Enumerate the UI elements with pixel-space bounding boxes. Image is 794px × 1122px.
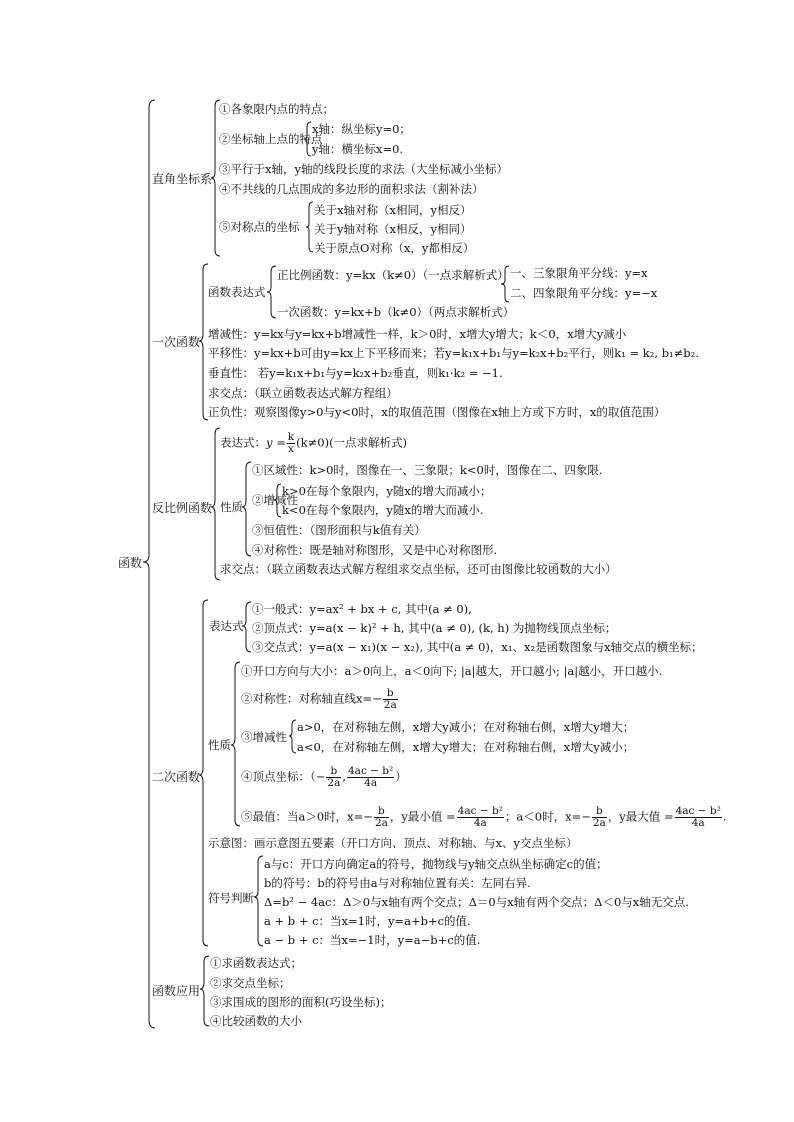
quad-sign-4: a + b + c：当x=1时，y=a+b+c的值.: [264, 914, 471, 928]
quad-intercept-form: ③交点式：y=a(x − x₁)(x − x₂), 其中(a ≠ 0)，x₁、x₂是函数图象与x轴交点的横坐标；: [252, 640, 703, 654]
rect-sym-o: 关于原点O对称（x，y都相反）: [314, 241, 475, 255]
quad-vtx-frac1: [326, 766, 341, 789]
inverse-expr: [220, 432, 407, 455]
quad-nature-label: 性质: [208, 738, 231, 752]
quad-mono-2: a<0，在对称轴左侧，x增大y增大；在对称轴右侧，x增大y减小；: [297, 740, 635, 754]
quad-sign-3: Δ=b² − 4ac：Δ＞0与x轴有两个交点；Δ＝0与x轴有两个交点；Δ＜0与x轴无交点.: [264, 895, 689, 909]
quad-sign-2: b的符号：b的符号由a与对称轴位置有关：左同右异.: [264, 876, 531, 890]
inverse-mono-label: ②增减性: [252, 493, 298, 507]
quad-max-d: ，y最大值 =: [607, 809, 674, 824]
inverse-mono-1: k>0在每个象限内，y随x的增大而减小；: [282, 484, 492, 498]
quad-general: ①一般式：y=ax² + bx + c, 其中(a ≠ 0),: [252, 602, 472, 616]
quad-max-frac4: [675, 806, 722, 829]
quad-max-n2: 4ac − b²: [457, 805, 503, 817]
quad-sign-label: 符号判断: [208, 891, 254, 905]
inverse-nature-label: 性质: [220, 500, 243, 514]
linear-inter: 求交点：（联立函数表达式解方程组）: [208, 386, 398, 400]
quad-mono-1: a>0，在对称轴左侧，x增大y减小；在对称轴右侧，x增大y增大；: [297, 720, 635, 734]
quad-axis: [241, 688, 399, 711]
quad-expr-label: 表达式: [209, 619, 244, 633]
quad-max-a: ⑤最值：当a＞0时，x=−: [241, 809, 373, 824]
quad-sketch: 示意图：画示意图五要素（开口方向、顶点、对称轴、与x、y交点坐标）: [208, 836, 578, 850]
linear-mono: 增减性：y=kx与y=kx+b增减性一样，k＞0时，x增大y增大；k＜0，x增大y减小: [208, 327, 627, 341]
inverse-sym: ④对称性：既是轴对称图形，又是中心对称图形.: [252, 543, 498, 557]
inverse-den: x: [288, 443, 294, 455]
quad-sign-1: a与c：开口方向确定a的符号，抛物线与y轴交点纵坐标确定c的值；: [264, 857, 608, 871]
rect-sym-x: 关于x轴对称（x相同，y相反）: [314, 203, 472, 217]
quad-vtx-n1: b: [326, 766, 341, 778]
quad-vtx-n2: 4ac − b²: [348, 765, 394, 777]
inverse-expr-post: (k≠0)(一点求解析式): [296, 435, 408, 450]
app-item-3: ③求围成的图形的面积(巧设坐标)；: [210, 995, 392, 1009]
quad-mono-label: ③增减性: [241, 730, 287, 744]
rect-item-4: ④不共线的几点围成的多边形的面积求法（割补法）: [219, 182, 484, 196]
quad-max-d3: 2a: [592, 817, 606, 829]
linear-quad13: 一、三象限角平分线：y=x: [510, 266, 648, 280]
inverse-fraction: [287, 432, 295, 455]
quad-max-n1: b: [374, 806, 389, 818]
quad-vertex-coord: ④顶点坐标：（− $\frac{b}{2a}$ , $\frac{\text{4ac − b²}}{4a}$ ）: [241, 765, 407, 789]
quad-max-b: ，y最小值 =: [389, 809, 456, 824]
app-label: 函数应用: [152, 984, 201, 998]
quad-vtx-pre: ④顶点坐标：（−: [241, 769, 326, 784]
rect-axis-y: y轴：横坐标x=0.: [312, 142, 404, 156]
linear-sign: 正负性：观察图像y>0与y<0时，x的取值范围（图像在x轴上方或下方时，x的取值范围）: [208, 405, 666, 419]
rect-item-3: ③平行于x轴，y轴的线段长度的求法（大坐标减小坐标）: [219, 162, 508, 176]
linear-quad24: 二、四象限角平分线：y=−x: [510, 286, 658, 300]
quad-label: 二次函数: [152, 770, 201, 784]
quad-max-d1: 2a: [374, 817, 388, 829]
quad-axis-den: 2a: [383, 699, 397, 711]
inverse-domain: ①区域性：k>0时，图像在一、三象限；k<0时，图像在二、四象限.: [252, 463, 603, 477]
quad-vtx-post: ）: [395, 769, 407, 784]
app-item-2: ②求交点坐标；: [210, 976, 291, 990]
inverse-inter: 求交点：（联立函数表达式解方程组求交点坐标，还可由图像比较函数的大小）: [220, 562, 617, 576]
rect-item-5: ⑤对称点的坐标: [219, 220, 300, 234]
linear-perp: 垂直性： 若y=k₁x+b₁与y=k₂x+b₂垂直，则k₁·k₂ = −1.: [208, 366, 503, 380]
rect-sym-y: 关于y轴对称（x相反，y相同）: [314, 222, 472, 236]
quad-extreme: ⑤最值：当a＞0时，x=− $\frac{b}{2a}$ ，y最小值 = $\frac{\text{4ac − b²}}{4a}$ ；a＜0时，x=− $\frac{b}{2a}$ ，y最大值 = $\frac{\text{4ac − b²}}{4a}$ .: [241, 805, 727, 829]
rect-item-1: ①各象限内点的特点；: [219, 102, 334, 116]
quad-vertex-form: ②顶点式：y=a(x − k)² + h, 其中(a ≠ 0), (k, h) 为抛物线顶点坐标；: [252, 621, 617, 635]
quad-max-n3: b: [592, 806, 607, 818]
quad-axis-num: b: [383, 688, 398, 700]
quad-axis-pre: ②对称性：对称轴直线x=−: [241, 691, 382, 706]
quad-max-n4: 4ac − b²: [675, 805, 721, 817]
quad-vtx-d1: 2a: [327, 777, 341, 789]
inverse-label: 反比例函数: [152, 501, 213, 515]
rect-item-2: ②坐标轴上点的特点: [219, 132, 323, 146]
inverse-num: k: [287, 431, 295, 443]
app-item-1: ①求函数表达式；: [210, 956, 302, 970]
linear-prop-fn: 正比例函数：y=kx（k≠0）（一点求解析式）: [277, 268, 509, 282]
quad-vtx-frac2: [347, 766, 394, 789]
quad-max-d4: 4a: [691, 817, 705, 829]
quad-max-d2: 4a: [473, 817, 487, 829]
linear-fn: 一次函数：y=kx+b（k≠0）（两点求解析式）: [277, 305, 515, 319]
app-item-4: ④比较函数的大小: [210, 1014, 302, 1028]
quad-axis-fraction: [383, 688, 398, 711]
inverse-const: ③恒值性：（图形面积与k值有关）: [252, 523, 426, 537]
linear-label: 一次函数: [152, 335, 201, 349]
quad-max-c: ；a＜0时，x=−: [504, 809, 591, 824]
quad-open: ①开口方向与大小：a＞0向上，a＜0向下; |a|越大，开口越小; |a|越小，开口越小.: [241, 664, 663, 678]
inverse-expr-y: y =: [266, 435, 286, 450]
rect-coord-label: 直角坐标系: [152, 172, 213, 186]
inverse-mono-2: k<0在每个象限内，y随x的增大而减小.: [282, 503, 484, 517]
quad-vtx-d2: 4a: [364, 777, 378, 789]
linear-expr-label: 函数表达式: [208, 285, 266, 299]
quad-max-frac3: [592, 806, 607, 829]
quad-sign-5: a − b + c：当x=−1时，y=a−b+c的值.: [264, 933, 481, 947]
linear-shift: 平移性：y=kx+b可由y=kx上下平移而来；若y=k₁x+b₁与y=k₂x+b₂平行，则k₁ = k₂, b₁≠b₂.: [208, 346, 699, 360]
quad-max-frac1: [374, 806, 389, 829]
quad-max-frac2: [457, 806, 504, 829]
rect-axis-x: x轴：纵坐标y=0；: [312, 122, 411, 136]
inverse-expr-pre: 表达式：: [220, 435, 266, 450]
root-label: 函数: [118, 556, 143, 570]
